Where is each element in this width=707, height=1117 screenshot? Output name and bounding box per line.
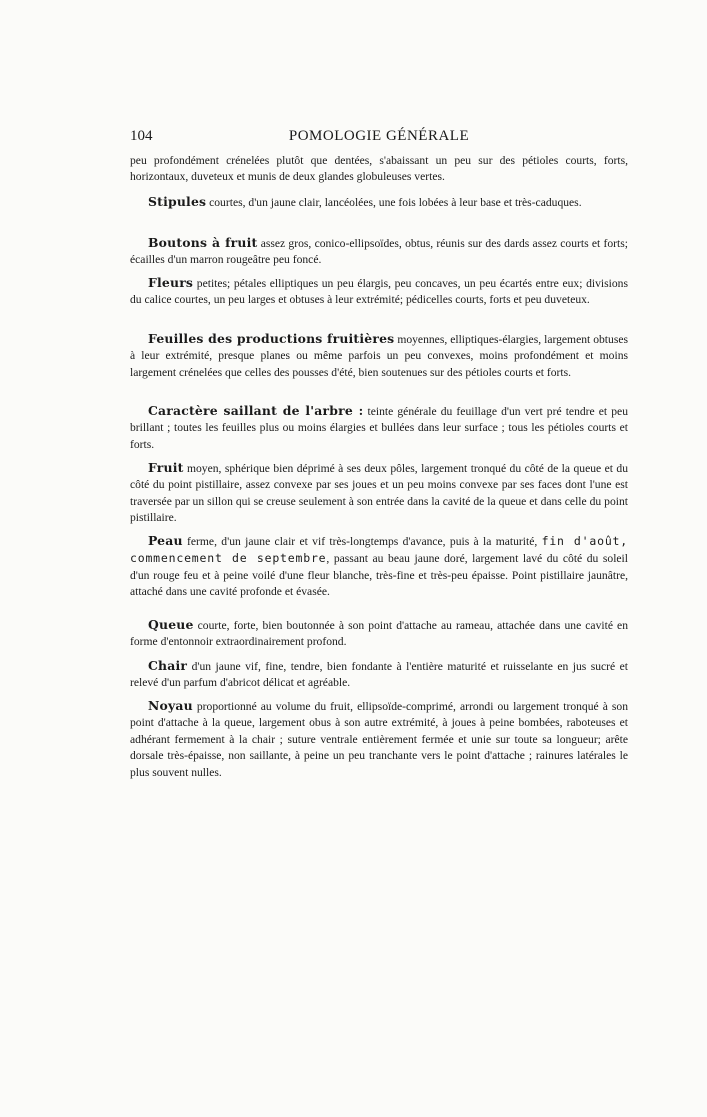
paragraph-text: , passant au beau jaune doré, largement lavé du côté du soleil d'un rouge feu et à peine voilé d'une fleur blanche, très-fine et très-peu épaisse. Point pistillaire jaunâtre, attaché dans une cavité profonde et évasée. (130, 552, 628, 599)
paragraph-feuilles (130, 331, 628, 382)
paragraph-text: ferme, d'un jaune clair et vif très-longtemps d'avance, puis à la maturité, (182, 534, 542, 548)
paragraph-fruit (130, 460, 628, 527)
paragraph-term: Chair (148, 657, 188, 673)
paragraph-fleurs (130, 275, 628, 309)
paragraph-term: Fleurs (148, 274, 194, 290)
running-title: POMOLOGIE GÉNÉRALE (288, 128, 470, 144)
paragraph-text: moyennes, elliptiques-élargies, largement obtuses à leur extrémité, presque planes ou même parfois un peu convexes, moins profondément et moins largement crénelées que celles des pousses d'été, bien soutenues sur des pétioles courts et forts. (130, 332, 628, 379)
paragraph-text: petites; pétales elliptiques un peu élargis, peu concaves, un peu écartés entre eux; divisions du calice courtes, un peu larges et obtuses à leur extrémité; pédicelles courts, forts et peu duveteux. (130, 276, 628, 307)
paragraph-term: Noyau (148, 697, 193, 713)
paragraph-boutons (130, 235, 628, 269)
paragraph-term: Queue (148, 616, 194, 632)
paragraph-term: Boutons à fruit (148, 234, 258, 250)
paragraph-text: assez gros, conico-ellipsoïdes, obtus, réunis sur des dards assez courts et forts; écailles d'un marron rougeâtre peu foncé. (130, 236, 628, 267)
running-header (130, 128, 628, 148)
paragraph-term: Stipules (148, 193, 207, 209)
paragraph-text: proportionné au volume du fruit, ellipsoïde-comprimé, arrondi ou largement tronqué à son point d'attache à la queue, largement obus à son autre extrémité, à joues à peine bombées, raboteuses et adhérant fermement à la chair ; suture ventrale entièrement fermée et unie sur toute sa longueur; arête dorsale très-épaisse, non saillante, à peine un peu tranchante vers le point d'attache ; rainures latérales le plus souvent nulles. (130, 699, 628, 779)
paragraph-term: Feuilles des productions fruitières (148, 330, 395, 346)
paragraph-term: Fruit (148, 459, 184, 475)
paragraph-text: peu profondément crénelées plutôt que dentées, s'abaissant un peu sur des pétioles courts, forts, horizontaux, duveteux et munis de deux glandes globuleuses vertes. (130, 153, 628, 184)
paragraph-queue (130, 617, 628, 651)
paragraph-text: d'un jaune vif, fine, tendre, bien fondante à l'entière maturité et ruisselante en jus sucré et relevé d'un parfum d'abricot délicat et agréable. (130, 659, 628, 690)
paragraph-text: courtes, d'un jaune clair, lancéolées, une fois lobées à leur base et très-caduques. (206, 195, 582, 209)
paragraph-text: teinte générale du feuillage d'un vert pré tendre et peu brillant ; toutes les feuilles plus ou moins élargies et bullées dans leur surface ; tous les pétioles courts et forts. (130, 404, 628, 451)
paragraph-text: courte, forte, bien boutonnée à son point d'attache au rameau, attachée dans une cavité en forme d'entonnoir extraordinairement profond. (130, 618, 628, 649)
paragraph-term: Caractère saillant de l'arbre : (148, 402, 364, 418)
paragraph-peau (130, 533, 628, 601)
paragraph-term: Peau (148, 532, 183, 548)
page-number: 104 (130, 128, 153, 144)
paragraph-text: moyen, sphérique bien déprimé à ses deux pôles, largement tronqué du côté de la queue et du côté du point pistillaire, assez convexe par ses joues et un peu moins convexe par ses faces dont l'une est traversée par un sillon qui se creuse seulement à son entrée dans la cavité de la queue et dans celle du point pistillaire. (130, 461, 628, 525)
paragraph-caractere (130, 403, 628, 454)
paragraph-stipules (130, 194, 628, 212)
paragraph-chair (130, 658, 628, 692)
paragraph-emphasis: fin d'août, commencement de septembre (130, 533, 628, 566)
paragraph-continuation (130, 153, 628, 186)
paragraph-noyau (130, 698, 628, 782)
